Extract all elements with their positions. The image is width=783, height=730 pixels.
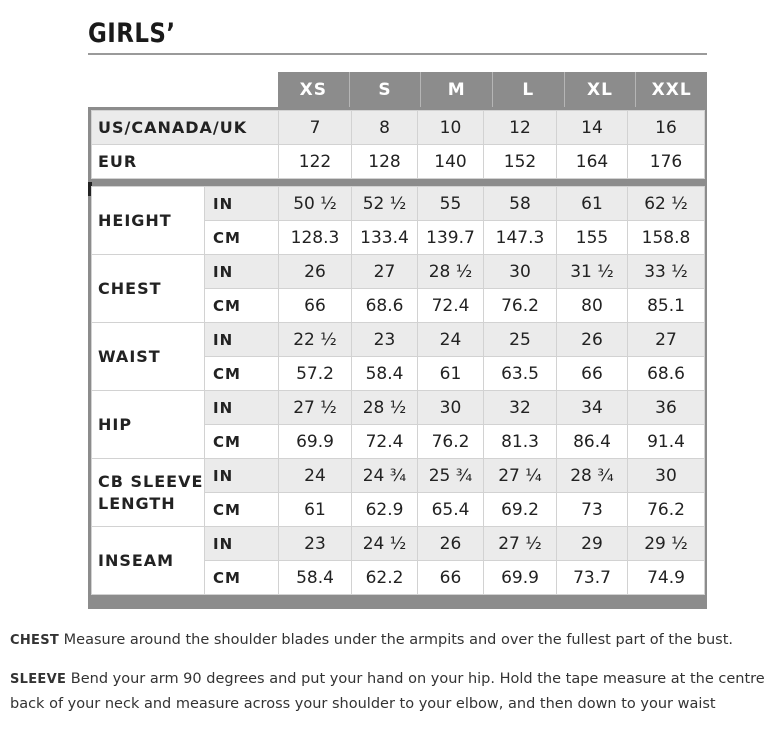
measurement-value: 85.1 xyxy=(628,289,705,323)
size-row xyxy=(92,111,705,145)
measurement-value: 58.4 xyxy=(352,357,418,391)
measurement-value: 81.3 xyxy=(484,425,557,459)
unit-label: CM xyxy=(205,357,279,391)
measurement-row-in xyxy=(92,187,705,221)
size-system-label: EUR xyxy=(92,145,279,179)
measurement-value: 80 xyxy=(557,289,628,323)
measurement-value: 24 ½ xyxy=(352,527,418,561)
chest-note-term: CHEST xyxy=(10,633,60,648)
measurement-value: 25 xyxy=(484,323,557,357)
measurement-label xyxy=(92,527,205,595)
measurement-value: 30 xyxy=(484,255,557,289)
measurement-value: 27 xyxy=(352,255,418,289)
measurement-value: 62 ½ xyxy=(628,187,705,221)
unit-label: CM xyxy=(205,289,279,323)
size-value: 10 xyxy=(418,111,484,145)
measurement-row-in xyxy=(92,527,705,561)
size-header-m: M xyxy=(421,72,493,107)
measurement-value: 26 xyxy=(557,323,628,357)
measurement-value: 66 xyxy=(418,561,484,595)
unit-label: IN xyxy=(205,255,279,289)
measurement-value: 91.4 xyxy=(628,425,705,459)
measurement-value: 24 ¾ xyxy=(352,459,418,493)
separator-cell xyxy=(92,179,705,187)
measurement-value: 58 xyxy=(484,187,557,221)
measurement-value: 158.8 xyxy=(628,221,705,255)
measurement-label-line1: INSEAM xyxy=(98,550,175,570)
size-header-xxl: XXL xyxy=(651,79,692,100)
measurement-value: 61 xyxy=(557,187,628,221)
measurement-value: 27 ¼ xyxy=(484,459,557,493)
size-value: 14 xyxy=(557,111,628,145)
chart-title: GIRLS’ xyxy=(88,18,176,49)
unit-label: IN xyxy=(205,391,279,425)
sleeve-note-text: Bend your arm 90 degrees and put your hand on your hip. Hold the tape measure at the centre back of your neck and measure across your shoulder to your elbow, and then down to your waist xyxy=(10,671,765,712)
title-divider xyxy=(88,53,707,55)
measurement-value: 147.3 xyxy=(484,221,557,255)
measurement-value: 28 ¾ xyxy=(557,459,628,493)
size-value: 164 xyxy=(557,145,628,179)
size-header-xl: XL xyxy=(565,72,637,107)
size-table xyxy=(91,110,705,595)
chest-note xyxy=(10,628,775,653)
size-value: 122 xyxy=(279,145,352,179)
measurement-row-in xyxy=(92,255,705,289)
section-separator xyxy=(92,179,705,187)
measurement-value: 31 ½ xyxy=(557,255,628,289)
measurement-value: 72.4 xyxy=(352,425,418,459)
measurement-value: 24 xyxy=(418,323,484,357)
measurement-value: 69.2 xyxy=(484,493,557,527)
measurement-value: 28 ½ xyxy=(352,391,418,425)
measurement-value: 29 xyxy=(557,527,628,561)
size-value: 16 xyxy=(628,111,705,145)
measurement-value: 34 xyxy=(557,391,628,425)
measurement-value: 30 xyxy=(418,391,484,425)
measurement-value: 66 xyxy=(557,357,628,391)
size-value: 8 xyxy=(352,111,418,145)
measurement-row-in xyxy=(92,391,705,425)
measurement-value: 76.2 xyxy=(628,493,705,527)
measurement-value: 76.2 xyxy=(418,425,484,459)
measurement-row-in xyxy=(92,323,705,357)
size-value: 176 xyxy=(628,145,705,179)
measurement-value: 24 xyxy=(279,459,352,493)
measurement-value: 62.9 xyxy=(352,493,418,527)
measurement-value: 66 xyxy=(279,289,352,323)
measurement-label xyxy=(92,323,205,391)
size-value: 128 xyxy=(352,145,418,179)
unit-label: IN xyxy=(205,323,279,357)
size-system-label: US/CANADA/UK xyxy=(92,111,279,145)
measurement-value: 63.5 xyxy=(484,357,557,391)
measurement-label xyxy=(92,391,205,459)
measurement-label-line1: WAIST xyxy=(98,346,161,366)
size-value: 12 xyxy=(484,111,557,145)
measurement-value: 25 ¾ xyxy=(418,459,484,493)
measurement-value: 29 ½ xyxy=(628,527,705,561)
measurement-label-line2: LENGTH xyxy=(98,493,176,513)
measurement-value: 86.4 xyxy=(557,425,628,459)
unit-label: CM xyxy=(205,425,279,459)
measurement-label-line1: CB SLEEVE xyxy=(98,471,204,491)
measurement-label-line1: CHEST xyxy=(98,278,162,298)
measurement-value: 26 xyxy=(418,527,484,561)
measurement-value: 73.7 xyxy=(557,561,628,595)
measurement-value: 128.3 xyxy=(279,221,352,255)
measurement-value: 74.9 xyxy=(628,561,705,595)
measurement-value: 62.2 xyxy=(352,561,418,595)
measurement-value: 68.6 xyxy=(352,289,418,323)
unit-label: IN xyxy=(205,459,279,493)
measurement-value: 69.9 xyxy=(484,561,557,595)
measurement-value: 27 ½ xyxy=(279,391,352,425)
measurement-value: 27 xyxy=(628,323,705,357)
measurement-value: 76.2 xyxy=(484,289,557,323)
size-header-xs: XS xyxy=(278,72,350,107)
measurement-value: 30 xyxy=(628,459,705,493)
size-header-s: S xyxy=(350,72,422,107)
measurement-value: 32 xyxy=(484,391,557,425)
unit-label: CM xyxy=(205,561,279,595)
size-value: 152 xyxy=(484,145,557,179)
measurement-value: 26 xyxy=(279,255,352,289)
sleeve-note xyxy=(10,667,775,716)
measurement-value: 55 xyxy=(418,187,484,221)
measurement-label xyxy=(92,187,205,255)
measurement-value: 50 ½ xyxy=(279,187,352,221)
measurement-value: 61 xyxy=(418,357,484,391)
measurement-value: 23 xyxy=(352,323,418,357)
measurement-value: 22 ½ xyxy=(279,323,352,357)
measurement-value: 36 xyxy=(628,391,705,425)
measurement-value: 52 ½ xyxy=(352,187,418,221)
sleeve-note-term: SLEEVE xyxy=(10,672,67,687)
size-value: 140 xyxy=(418,145,484,179)
size-row xyxy=(92,145,705,179)
measurement-value: 23 xyxy=(279,527,352,561)
measurement-label-line1: HEIGHT xyxy=(98,210,172,230)
measurement-value: 57.2 xyxy=(279,357,352,391)
measurement-value: 155 xyxy=(557,221,628,255)
unit-label: IN xyxy=(205,187,279,221)
unit-label: CM xyxy=(205,221,279,255)
measurement-value: 68.6 xyxy=(628,357,705,391)
measurement-value: 28 ½ xyxy=(418,255,484,289)
measurement-notes xyxy=(10,628,775,730)
measurement-value: 72.4 xyxy=(418,289,484,323)
unit-label: IN xyxy=(205,527,279,561)
measurement-label-line1: HIP xyxy=(98,414,133,434)
measurement-value: 61 xyxy=(279,493,352,527)
measurement-value: 73 xyxy=(557,493,628,527)
measurement-value: 69.9 xyxy=(279,425,352,459)
size-header-row xyxy=(278,72,707,107)
measurement-value: 58.4 xyxy=(279,561,352,595)
size-header-l: L xyxy=(493,72,565,107)
measurement-value: 133.4 xyxy=(352,221,418,255)
unit-label: CM xyxy=(205,493,279,527)
measurement-value: 33 ½ xyxy=(628,255,705,289)
chest-note-text: Measure around the shoulder blades under the armpits and over the fullest part of the bust. xyxy=(63,632,734,648)
measurement-label xyxy=(92,459,205,527)
measurement-row-in xyxy=(92,459,705,493)
measurement-label xyxy=(92,255,205,323)
measurement-value: 139.7 xyxy=(418,221,484,255)
measurement-value: 65.4 xyxy=(418,493,484,527)
measurement-value: 27 ½ xyxy=(484,527,557,561)
size-value: 7 xyxy=(279,111,352,145)
